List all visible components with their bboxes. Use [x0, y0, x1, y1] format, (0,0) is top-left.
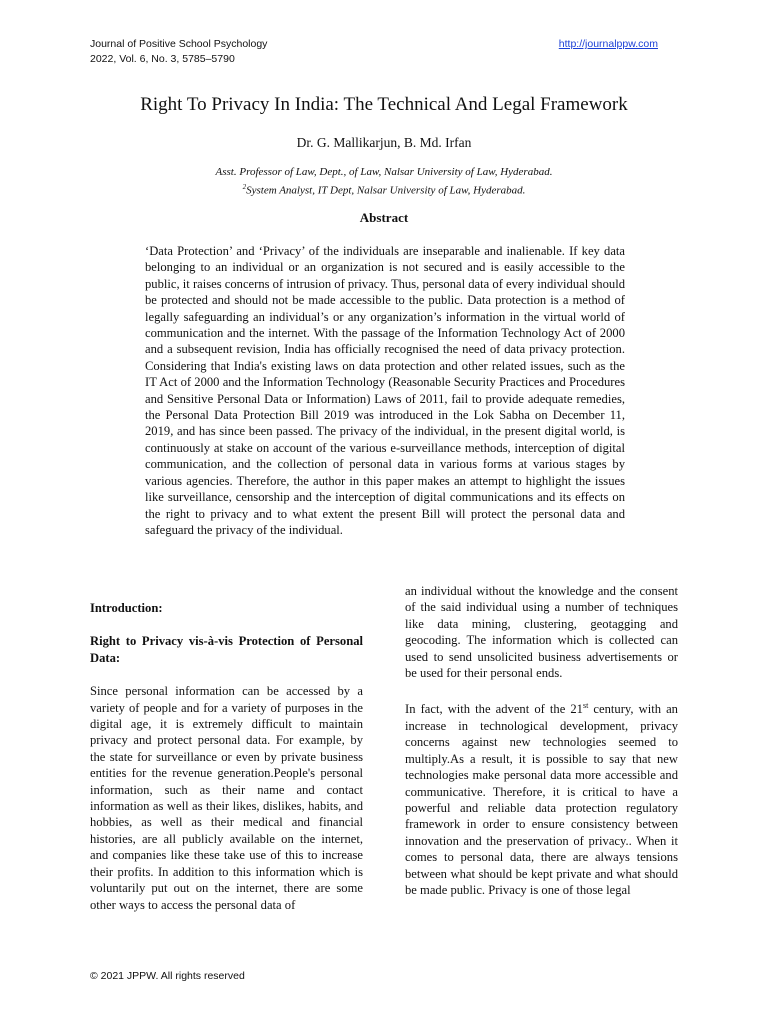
journal-header	[90, 37, 267, 67]
right-column-paragraph-1: an individual without the knowledge and the consent of the said individual using a number of techniques like data mining, clustering, geotagging and geocoding. The information which is collected can used to send unsolicited business advertisements or be used for their personal ends.	[405, 584, 678, 681]
paragraph-2-start: In fact, with the advent of the 21	[405, 702, 583, 717]
right-column	[405, 583, 678, 916]
left-column-paragraph: Since personal information can be accessed by a variety of people and for a variety of purposes in the digital age, it is extremely difficult to maintain privacy and protect personal data. For example, by the state for surveillance or even by private business entities for the revenue generation.People's personal information, such as their name and contact information as well as their likes, dislikes, habits, and hobbies, as well as their medical and financial histories, are all publicly available on the internet, and companies like these take use of this to increase their profits. In addition to this information which is voluntarily put out on the internet, there are some other ways to access the personal data of	[90, 684, 363, 912]
abstract-heading: Abstract	[359, 210, 409, 225]
paper-title: Right To Privacy In India: The Technical And Legal Framework	[140, 94, 628, 115]
journal-name: Journal of Positive School Psychology	[90, 38, 268, 50]
section-subheading: Right to Privacy vis-à-vis Protection of Personal Data:	[90, 634, 363, 665]
affiliations	[0, 165, 768, 199]
journal-citation: 2022, Vol. 6, No. 3, 5785–5790	[90, 53, 235, 65]
left-column	[90, 600, 363, 930]
affiliation-2-mark: 2	[242, 183, 247, 191]
right-column-paragraph-2	[405, 698, 678, 898]
affiliation-1: Asst. Professor of Law, Dept., of Law, Nalsar University of Law, Hyderabad.	[215, 166, 553, 178]
journal-url-link[interactable]: http://journalppw.com	[558, 38, 658, 50]
introduction-heading: Introduction:	[90, 601, 163, 615]
affiliation-2	[0, 180, 768, 199]
paper-authors: Dr. G. Mallikarjun, B. Md. Irfan	[296, 135, 472, 150]
affiliation-2-text: System Analyst, IT Dept, Nalsar University of Law, Hyderabad.	[246, 184, 526, 197]
copyright-footer: © 2021 JPPW. All rights reserved	[90, 970, 245, 982]
abstract-text: ‘Data Protection’ and ‘Privacy’ of the individuals are inseparable and inalienable. If key data belonging to an individual or an organization is not secured and is easily accessible to the public, it raises concerns of intrusion of privacy. Thus, personal data of every individual should be protected and should not be made accessible to the public. Data protection is a method of legally safeguarding an individual’s or any organization’s information in the virtual world of communication and the internet. With the passage of the Information Technology Act of 2000 and a subsequent revision, India has officially recognised the need of data privacy protection. Considering that India's existing laws on data protection and other related issues, such as the IT Act of 2000 and the Information Technology (Reasonable Security Practices and Procedures and Sensitive Personal Data or Information) Laws of 2011, fail to provide adequate remedies, the Personal Data Protection Bill 2019 was introduced in the Lok Sabha on December 11, 2019, and has since been passed. The privacy of the individual, in the present digital world, is continuously at stake on account of the various e-surveillance methods, interception of digital communication, and the collection of personal data in various forms at various stages by various agencies. Therefore, the author in this paper makes an attempt to highlight the issues like surveillance, censorship and the interception of digital communications and its effects on the right to privacy and to what extent the present Bill will protect the personal data and safeguard the privacy of the individual.	[145, 244, 625, 537]
paragraph-2-rest: century, with an increase in technological development, privacy concerns against new technologies seemed to multiply.As a result, it is possible to say that new technologies make personal data more accessible and communicative. Therefore, it is critical to have a powerful and reliable data protection regulatory framework in order to ensure consistency between innovation and the preservation of privacy.. When it comes to personal data, there are always tensions between what should be kept private and what should be made public. Privacy is one of those legal	[405, 702, 678, 898]
ordinal-superscript: st	[582, 701, 589, 711]
